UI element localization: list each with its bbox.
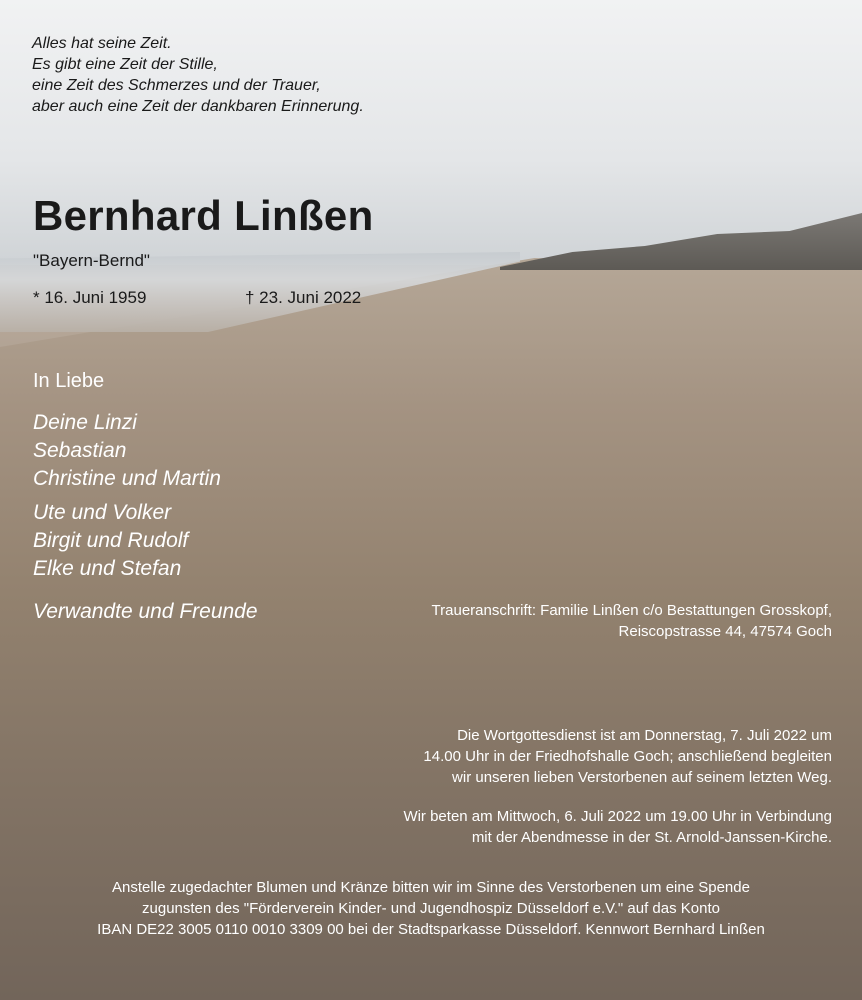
birth-date: * 16. Juni 1959: [33, 288, 147, 307]
quote-line: eine Zeit des Schmerzes und der Trauer,: [32, 77, 321, 94]
service-line: Die Wortgottesdienst ist am Donnerstag, 7. Juli 2022 um: [457, 727, 832, 744]
service-info: [423, 725, 832, 788]
family-member: Verwandte und Freunde: [33, 600, 258, 623]
deceased-name: Bernhard Linßen: [33, 192, 374, 239]
address-line: Traueranschrift: Familie Linßen c/o Bestattungen Grosskopf,: [431, 602, 832, 619]
donation-request: [0, 877, 862, 940]
donation-line: Anstelle zugedachter Blumen und Kränze bitten wir im Sinne des Verstorbenen um eine Spende: [112, 879, 750, 896]
family-member: Ute und Volker: [33, 501, 172, 524]
service-line: wir unseren lieben Verstorbenen auf seinem letzten Weg.: [452, 769, 832, 786]
donation-line: IBAN DE22 3005 0110 0010 3309 00 bei der Stadtsparkasse Düsseldorf. Kennwort Bernhard Linßen: [97, 921, 765, 938]
death-date: † 23. Juni 2022: [245, 288, 362, 307]
family-member: Christine und Martin: [33, 467, 221, 490]
quote-line: Alles hat seine Zeit.: [32, 35, 172, 52]
in-liebe-heading: In Liebe: [33, 370, 105, 392]
quote-line: aber auch eine Zeit der dankbaren Erinnerung.: [32, 98, 364, 115]
family-member: Sebastian: [33, 439, 127, 462]
quote-line: Es gibt eine Zeit der Stille,: [32, 56, 218, 73]
prayer-line: mit der Abendmesse in der St. Arnold-Janssen-Kirche.: [471, 829, 832, 846]
donation-line: zugunsten des "Förderverein Kinder- und Jugendhospiz Düsseldorf e.V." auf das Konto: [142, 900, 720, 917]
prayer-line: Wir beten am Mittwoch, 6. Juli 2022 um 19.00 Uhr in Verbindung: [403, 808, 832, 825]
family-member: Deine Linzi: [33, 411, 137, 434]
prayer-info: [403, 806, 832, 848]
address-line: Reiscopstrasse 44, 47574 Goch: [618, 623, 832, 640]
quote: [32, 33, 364, 117]
nickname: "Bayern-Bernd": [33, 251, 150, 270]
family-member: Birgit und Rudolf: [33, 529, 189, 552]
mourning-address: [432, 600, 832, 642]
service-line: 14.00 Uhr in der Friedhofshalle Goch; anschließend begleiten: [423, 748, 832, 765]
family-member: Elke und Stefan: [33, 557, 182, 580]
